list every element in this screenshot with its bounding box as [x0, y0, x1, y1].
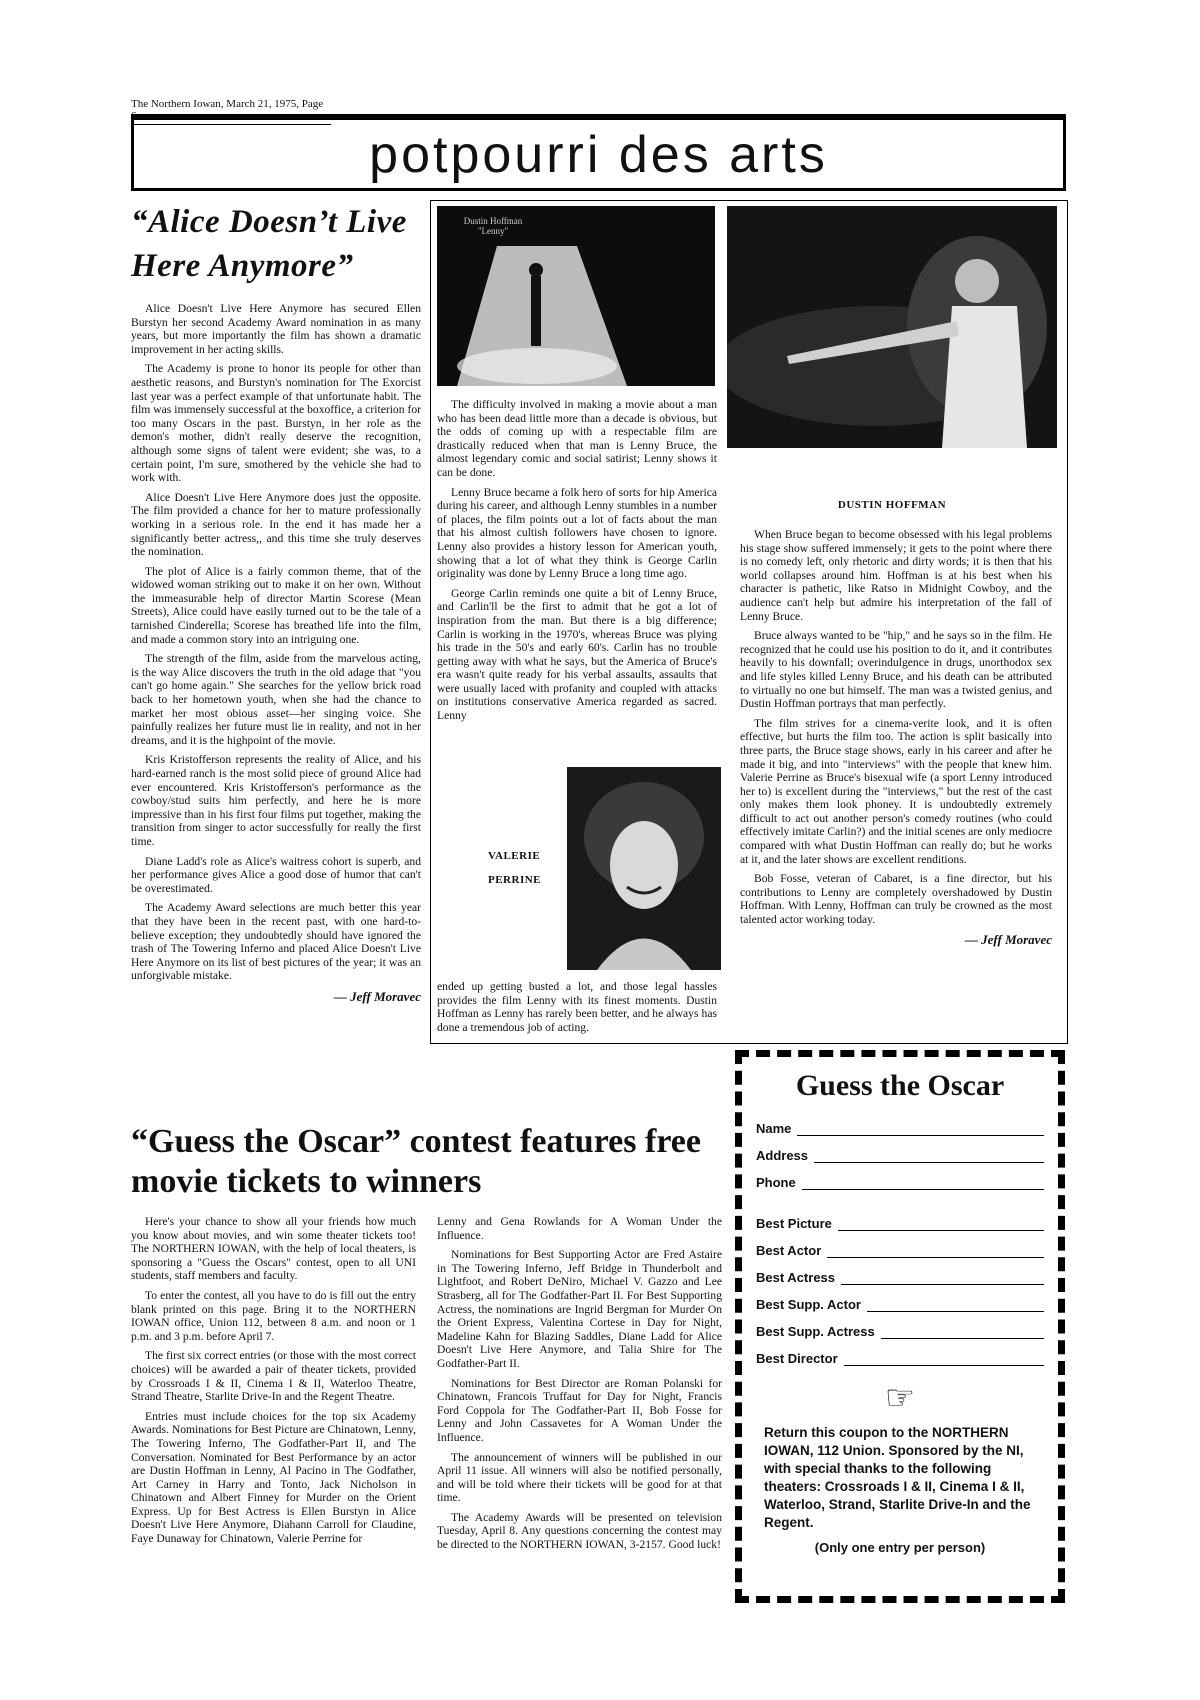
contest-headline: “Guess the Oscar” contest features free movie tickets to winners	[131, 1123, 701, 1200]
alice-article	[131, 200, 421, 1005]
contest-paragraph: Entries must include choices for the top six Academy Awards. Nominations for Best Picture are Chinatown, Lenny, The Towering Inferno, The Godfather-Part II, and The Conversation. Nominated for Best Performance by an actor are Dustin Hoffman in Lenny, Al Pacino in The Godfather, Art Carney in Harry and Tonto, Jack Nicholson in Chinatown and Albert Finney for Murder on the Orient Express. Up for Best Actress is Ellen Burstyn in Alice Doesn't Live Here Anymore, Diahann Carroll for Claudine, Faye Dunaway for Chinatown, Valerie Perrine for	[131, 1409, 416, 1546]
contest-paragraph: Here's your chance to show all your friends how much you know about movies, and win some theater tickets too! The NORTHERN IOWAN, with the help of local theaters, is sponsoring a "Guess the Oscars" contest, open to all UNI students, staff members and faculty.	[131, 1215, 416, 1283]
contest-paragraph: The Academy Awards will be presented on television Tuesday, April 8. Any questions concerning the contest may be directed to the NORTHERN IOWAN, 3-2157. Good luck!	[437, 1510, 722, 1552]
lenny-album-photo	[437, 206, 715, 386]
phone-label: Phone	[756, 1175, 796, 1190]
best-director-label: Best Director	[756, 1351, 838, 1366]
address-line[interactable]	[814, 1150, 1044, 1163]
name-label: Name	[756, 1121, 792, 1136]
lenny-col-1	[437, 398, 717, 729]
coupon-entry-limit: (Only one entry per person)	[814, 1540, 986, 1555]
alice-paragraph: Diane Ladd's role as Alice's waitress cohort is superb, and her performance gives Alice a good dose of humor that can't be overestimated.	[131, 854, 421, 895]
alice-paragraph: Alice Doesn't Live Here Anymore has secured Ellen Burstyn her second Academy Award nomination in as many years, but more importantly the film has shown a dramatic improvement in her acting skills.	[131, 302, 421, 356]
contest-paragraph: Nominations for Best Supporting Actor are Fred Astaire in The Towering Inferno, Jeff Bridge in Thunderbolt and Lightfoot, and Robert DeNiro, Michael V. Gazzo and Lee Strasberg, all for The Godfather-Part II. For Best Supporting Actress, the nominations are Ingrid Bergman for Murder On the Orient Express, Valentina Cortese in Day for Night, Madeline Kahn for Blazing Saddles, Diane Ladd for Alice Doesn't Live Here Anymore, and Talia Shire for The Godfather-Part II.	[437, 1248, 722, 1370]
alice-paragraph: Alice Doesn't Live Here Anymore does just the opposite. The film provided a chance for her to mature professionally working in a serious role. In the end it has made her a significantly better actress,, and this time she truly deserves the nomination.	[131, 490, 421, 559]
guess-the-oscar-coupon[interactable]	[735, 1050, 1065, 1603]
best-director-line[interactable]	[844, 1353, 1044, 1366]
lenny-byline: — Jeff Moravec	[964, 931, 1052, 947]
best-actor-line[interactable]	[827, 1245, 1044, 1258]
alice-paragraph: Kris Kristofferson represents the reality of Alice, and his hard-earned ranch is the most solid piece of ground Alice had ever encountered. Kris Kristofferson's performance as the cowboy/stud suits him perfectly, and here he is more impressive than in his first four films put together, making the transition from singer to actor successfully for really the first time.	[131, 753, 421, 848]
lenny-paragraph: Bob Fosse, veteran of Cabaret, is a fine director, but his contributions to Lenny are completely overshadowed by Dustin Hoffman. With Lenny, Hoffman can truly be crowned as the most talented actor working today.	[740, 872, 1052, 927]
best-actress-field[interactable]	[756, 1270, 1044, 1285]
best-picture-label: Best Picture	[756, 1216, 832, 1231]
best-supp-actress-line[interactable]	[881, 1326, 1044, 1339]
best-actress-label: Best Actress	[756, 1270, 836, 1285]
best-supp-actor-line[interactable]	[867, 1299, 1044, 1312]
alice-byline: — Jeff Moravec	[333, 988, 421, 1004]
pointing-hand-icon: ☞	[884, 1380, 916, 1417]
best-supp-actor-field[interactable]	[756, 1297, 1044, 1312]
contest-paragraph: Nominations for Best Director are Roman Polanski for Chinatown, Francois Truffaut for Day for Night, Francis Ford Coppola for The Godfather-Part II, Bob Fosse for Lenny and John Cassavetes for A Woman Under the Influence.	[437, 1376, 722, 1444]
contest-paragraph: Lenny and Gena Rowlands for A Woman Under the Influence.	[437, 1215, 722, 1242]
name-field[interactable]	[756, 1121, 1044, 1136]
lenny-paragraph: ended up getting busted a lot, and those legal hassles provides the film Lenny with its finest moments. Dustin Hoffman as Lenny has rarely been better, and he always has done a tremendous job of acting.	[437, 980, 717, 1034]
coupon-title: Guess the Oscar	[795, 1069, 1005, 1102]
contest-paragraph: The first six correct entries (or those with the most correct choices) will be awarded a pair of theater tickets, provided by Crossroads I & II, Cinema I & II, Waterloo Theatre, Strand Theatre, Starlite Drive-In and the Regent Theatre.	[131, 1349, 416, 1404]
valerie-perrine-photo	[567, 767, 721, 970]
lenny-col-1-end	[437, 980, 717, 1040]
best-actor-label: Best Actor	[756, 1243, 822, 1258]
best-director-field[interactable]	[756, 1351, 1044, 1366]
best-supp-actress-label: Best Supp. Actress	[756, 1324, 875, 1339]
contest-paragraph: The announcement of winners will be published in our April 11 issue. All winners will also be notified personally, and will be told where their tickets will be good for at that time.	[437, 1450, 722, 1505]
best-supp-actor-label: Best Supp. Actor	[756, 1297, 861, 1312]
lenny-col-2	[740, 528, 1052, 946]
alice-paragraph: The plot of Alice is a fairly common theme, that of the widowed woman striking out to make it on her own. Without the immeasurable help of director Martin Scorese (Mean Streets), Alice could have easily turned out to be the tale of a tarnished Cinderella; Scorese has breathed life into the film, and made a common story into an intriguing one.	[131, 564, 421, 646]
best-picture-field[interactable]	[756, 1216, 1044, 1231]
best-supp-actress-field[interactable]	[756, 1324, 1044, 1339]
best-picture-line[interactable]	[838, 1218, 1044, 1231]
alice-body	[131, 302, 421, 983]
name-line[interactable]	[797, 1123, 1044, 1136]
alice-headline: “Alice Doesn’t Live Here Anymore”	[131, 204, 407, 284]
dustin-hoffman-photo	[727, 206, 1057, 448]
alice-paragraph: The strength of the film, aside from the marvelous acting, is the way Alice discovers the truth in the old adage that "you can't go home again." She searches for the yellow brick road back to her hometown youth, when she had the chance to market her most obious asset—her singing voice. She painfully realizes her future must lie in reality, and not in her dreams, and it is the highpoint of the movie.	[131, 652, 421, 747]
phone-line[interactable]	[802, 1177, 1044, 1190]
lenny-paragraph: Lenny Bruce became a folk hero of sorts for hip America during his career, and although Lenny stumbles in a number of places, the film points out a lot of facts about the man that his almost cultish followers have chosen to ignore. Lenny also provides a history lesson for American youth, showing that a lot of what they think is George Carlin originality was done by Lenny Bruce a long time ago.	[437, 485, 717, 581]
best-actor-field[interactable]	[756, 1243, 1044, 1258]
valerie-caption-line-1: VALERIE	[488, 850, 541, 862]
lenny-paragraph: Bruce always wanted to be "hip," and he says so in the film. He recognized that he could use his position to do it, and it contributes heavily to his downfall; overindulgence in drugs, unorthodox sex and life styles killed Lenny Bruce, and his death can be attributed to virtually no one but himself. The man was a twisted genius, and Dustin Hoffman portrays that man perfectly.	[740, 629, 1052, 711]
address-field[interactable]	[756, 1148, 1044, 1163]
coupon-note: Return this coupon to the NORTHERN IOWAN, 112 Union. Sponsored by the NI, with special thanks to the following theaters: Crossroads I & II, Cinema I & II, Waterloo, Strand, Starlite Drive-In and the Regent.	[764, 1425, 1031, 1530]
section-banner: potpourri des arts	[131, 114, 1066, 191]
contest-col-1	[131, 1215, 416, 1552]
lenny-paragraph: The difficulty involved in making a movie about a man who has been dead little more than a decade is obvious, but the odds of coming up with a respectable film are drastically reduced when that man is Lenny Bruce, the almost legendary comic and social satirist; Lenny shows it can be done.	[437, 398, 717, 479]
lenny-paragraph: The film strives for a cinema-verite look, and it is often effective, but hurts the film too. The action is split basically into three parts, the Bruce stage shows, early in his career and after he made it big, and into "interviews" with the people that knew him. Valerie Perrine as Bruce's bisexual wife (a sport Lenny introduced her to) is excellent during the "interviews," but the rest of the cast only makes them look phoney. It is undoubtedly extremely difficult to act out another person's comedy routines (who could effectively imitate Carlin?) and the initial scenes are only mediocre compared with what Dustin Hoffman can really do; but he works at it, and the later shows are excellent renditions.	[740, 716, 1052, 866]
contest-paragraph: To enter the contest, all you have to do is fill out the entry blank printed on this page. Bring it to the NORTHERN IOWAN office, Union 112, between 8 a.m. and noon or 1 p.m. and 3 p.m. before April 7.	[131, 1288, 416, 1343]
phone-field[interactable]	[756, 1175, 1044, 1190]
alice-paragraph: The Academy is prone to honor its people for other than aesthetic reasons, and Burstyn's nomination for The Exorcist last year was a perfect example of that unfortunate habit. The film was immensely successful at the boxoffice, a criterion for too many Oscars in the past. Burstyn, in her role as the demon's mother, didn't really deserve the recognition, although some signs of talent were evident; she was, to a certain point, I'm sure, smothered by the vehicle she had to work with.	[131, 362, 421, 485]
lenny-paragraph: George Carlin reminds one quite a bit of Lenny Bruce, and Carlin'll be the first to admit that he got a lot of inspiration from the man. But there is a big difference; Carlin is working in the 1970's, whereas Bruce was plying his trade in the 50's and early 60's. Carlin has no trouble getting away with what he says, but the America of Bruce's era wasn't quite ready for his verbal assaults, assaults that were usually laced with profanity and coupled with attacks on institutions conservative America regarded as sacred. Lenny	[437, 586, 717, 723]
address-label: Address	[756, 1148, 809, 1163]
lenny-paragraph: When Bruce began to become obsessed with his legal problems his stage show suffered immensely; it gets to the point where there is no comedy left, only rhetoric and dirty words; it is then that his world collapses around him. Hoffman is at his best when his character is pathetic, like Ratso in Midnight Cowboy, and the audience can't help but admire his interpretation of the fall of Lenny Bruce.	[740, 528, 1052, 623]
alice-paragraph: The Academy Award selections are much better this year that they have been in the recent past, with one hard-to-believe exception; they undoubtedly should have ignored the trash of The Towering Inferno and placed Alice Doesn't Live Here Anymore on its list of best pictures of the year; it was an unforgivable mistake.	[131, 901, 421, 983]
folio: The Northern Iowan, March 21, 1975, Page 6	[131, 98, 331, 125]
best-actress-line[interactable]	[841, 1272, 1044, 1285]
contest-col-2	[437, 1215, 722, 1558]
valerie-caption-line-2: PERRINE	[488, 874, 542, 886]
dustin-caption: DUSTIN HOFFMAN	[837, 499, 947, 511]
album-title: Dustin Hoffman "Lenny"	[463, 216, 523, 236]
